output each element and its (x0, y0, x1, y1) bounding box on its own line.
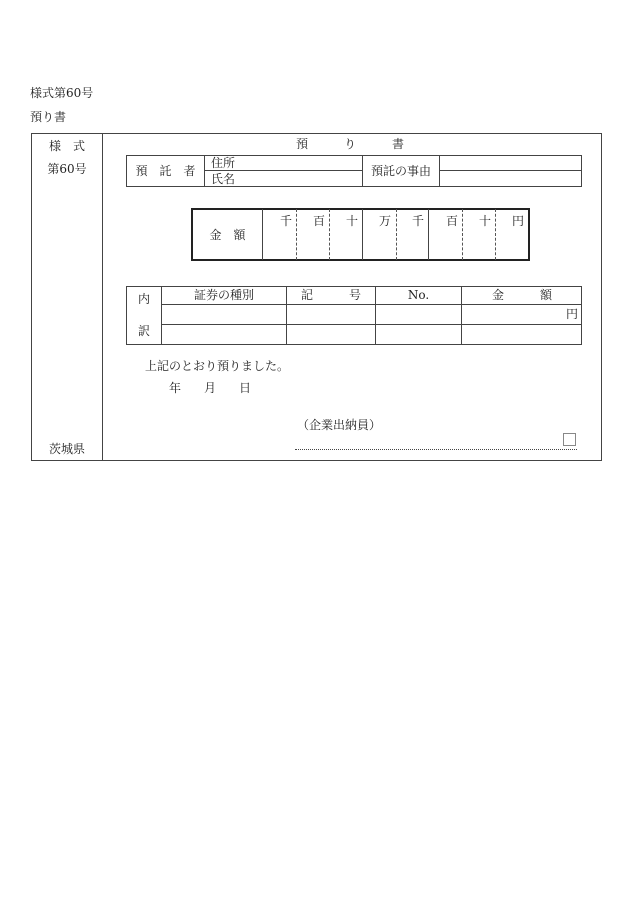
left-label-number: 第60号 (47, 162, 87, 176)
breakdown-yen-unit: 円 (566, 307, 579, 321)
digit-ten: 十 (479, 214, 492, 228)
signer-label: （企業出納員） (297, 418, 382, 432)
symbol-cell-2[interactable] (287, 325, 375, 344)
deposit-reason-field-2[interactable] (440, 171, 581, 186)
left-column-divider (102, 133, 103, 461)
deposit-reason-label: 預託の事由 (370, 164, 431, 178)
depositor-label: 預 託 者 (135, 164, 196, 178)
form-title: 預 り 書 (295, 137, 404, 151)
number-cell-1[interactable] (376, 305, 461, 324)
breakdown-label-top: 内 (137, 292, 150, 306)
digit-hundred-man: 百 (313, 214, 326, 228)
deposit-reason-field-1[interactable] (440, 156, 581, 170)
seal-box[interactable] (563, 433, 576, 446)
security-type-cell-1[interactable] (162, 305, 286, 324)
amount-cell-2[interactable] (462, 325, 582, 344)
security-type-cell-2[interactable] (162, 325, 286, 344)
name-label: 氏名 (211, 172, 236, 186)
column-security-type: 証券の種別 (193, 288, 254, 302)
column-amount: 金 額 (491, 288, 552, 302)
name-field[interactable] (205, 171, 361, 186)
amount-label: 金 額 (209, 228, 246, 242)
form-number: 様式第60号 (30, 86, 94, 100)
signature-line[interactable] (295, 449, 577, 450)
digit-thousand: 千 (412, 214, 425, 228)
prefecture-label: 茨城県 (48, 442, 85, 456)
digit-ten-man: 十 (346, 214, 359, 228)
breakdown-label-bottom: 訳 (137, 324, 150, 338)
column-number: No. (407, 288, 430, 302)
digit-man: 万 (379, 214, 392, 228)
digit-thousand-man: 千 (280, 214, 293, 228)
left-label-top: 様 式 (48, 139, 85, 153)
date-month: 月 (204, 381, 217, 395)
date-year: 年 (169, 381, 182, 395)
acknowledgement-text: 上記のとおり預りました。 (145, 359, 290, 373)
address-field[interactable] (205, 156, 361, 170)
address-label: 住所 (211, 156, 236, 170)
column-symbol: 記 号 (300, 288, 361, 302)
amount-cell-1[interactable] (462, 305, 562, 324)
digit-yen: 円 (512, 214, 525, 228)
symbol-cell-1[interactable] (287, 305, 375, 324)
digit-hundred: 百 (446, 214, 459, 228)
document-name: 預り書 (30, 110, 67, 124)
number-cell-2[interactable] (376, 325, 461, 344)
date-day: 日 (239, 381, 252, 395)
